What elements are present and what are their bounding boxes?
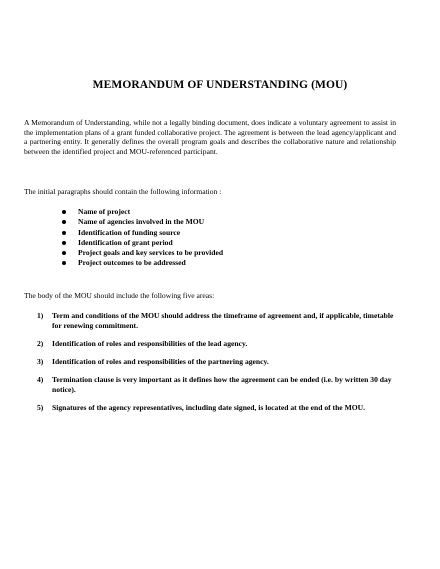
bullet-item — [62, 238, 223, 248]
numbered-item — [37, 339, 399, 349]
five-areas-numbered-list — [37, 311, 399, 421]
item-number: 1) — [37, 311, 44, 320]
item-text: Termination clause is very important as it defines how the agreement can be ended (i.e. by written 30 day notice). — [52, 375, 392, 394]
bullet-text: Identification of grant period — [78, 237, 173, 247]
intro-paragraph: A Memorandum of Understanding, while not a legally binding document, does indicate a voluntary agreement to assist in the implementation plans of a grant funded collaborative project. The agreement is between the lead agency/applicant and a partnering entity. It generally defines the overall program goals and describes the collaborative nature and relationship between the identified project and MOU-referenced participant. — [24, 118, 396, 156]
body-areas-lead: The body of the MOU should include the following five areas: — [24, 291, 215, 300]
bullet-icon — [62, 220, 66, 224]
item-number: 5) — [37, 402, 44, 412]
numbered-item — [37, 375, 399, 394]
item-text: Signatures of the agency representatives, including date signed, is located at the end of the MOU. — [52, 402, 366, 412]
item-number: 2) — [37, 338, 44, 348]
bullet-text: Name of project — [78, 207, 131, 216]
item-text: Identification of roles and responsibilities of the lead agency. — [52, 338, 248, 348]
numbered-item — [37, 357, 399, 367]
bullet-item — [62, 207, 223, 217]
bullet-icon — [62, 241, 66, 245]
bullet-text: Project outcomes to be addressed — [78, 258, 186, 268]
numbered-item — [37, 311, 399, 330]
bullet-item — [62, 228, 223, 238]
bullet-item — [62, 258, 223, 268]
item-text: Identification of roles and responsibilities of the partnering agency. — [52, 356, 269, 366]
item-number: 4) — [37, 375, 44, 385]
bullet-text: Name of agencies involved in the MOU — [78, 217, 205, 227]
initial-paragraphs-lead: The initial paragraphs should contain the following information : — [24, 187, 222, 196]
bullet-text: Project goals and key services to be provided — [78, 248, 224, 258]
bullet-item — [62, 248, 223, 258]
numbered-item — [37, 403, 399, 413]
bullet-icon — [62, 261, 66, 265]
item-number: 3) — [37, 356, 44, 366]
document-title: MEMORANDUM OF UNDERSTANDING (MOU) — [92, 79, 348, 91]
bullet-text: Identification of funding source — [78, 227, 181, 237]
bullet-item — [62, 217, 223, 227]
bullet-icon — [62, 251, 66, 255]
item-text: Term and conditions of the MOU should address the timeframe of agreement and, if applicable, timetable for renewing commitment. — [52, 311, 394, 330]
bullet-icon — [62, 210, 66, 214]
bullet-icon — [62, 231, 66, 235]
information-bullet-list — [62, 207, 223, 269]
